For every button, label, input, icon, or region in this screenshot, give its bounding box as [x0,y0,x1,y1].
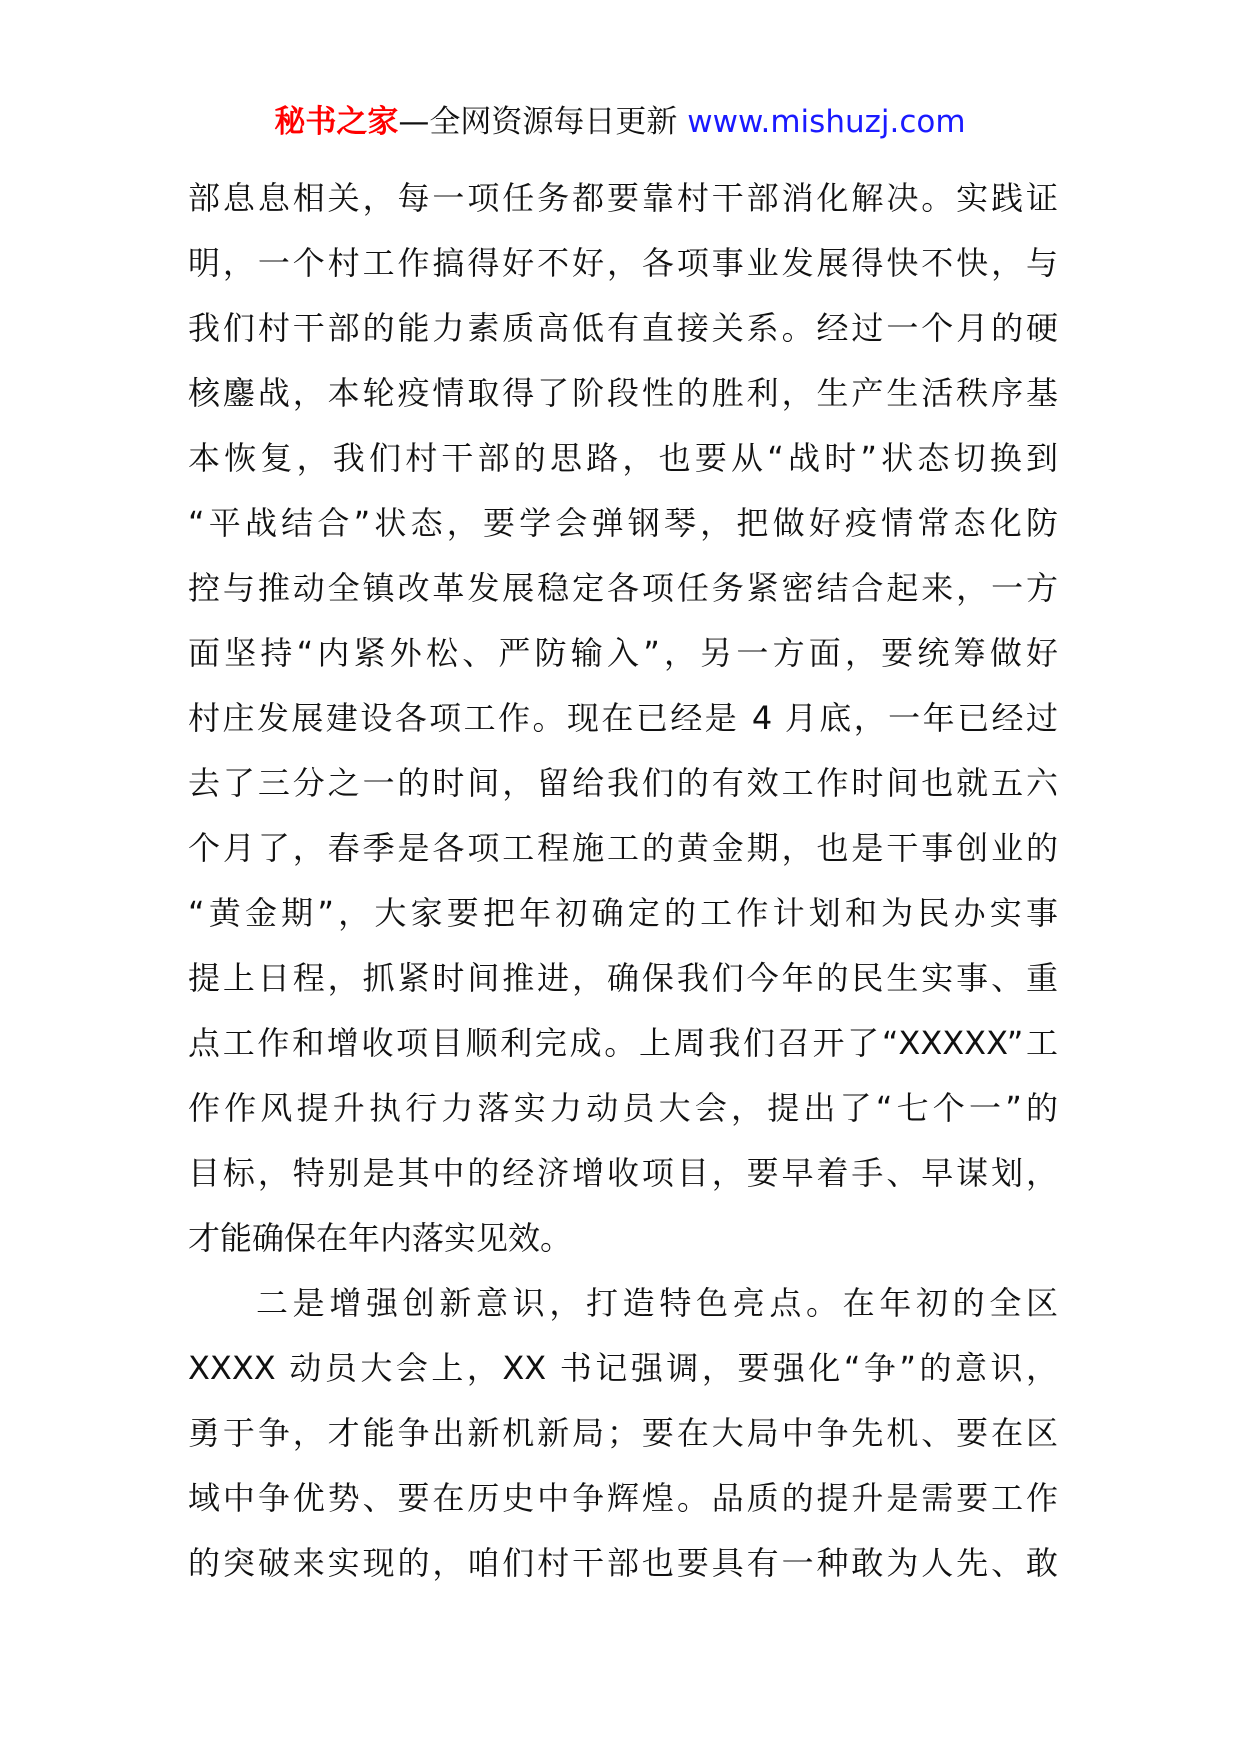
text-line: 勇于争，才能争出新机新局；要在大局中争先机、要在区 [188,1414,1058,1452]
text-line: 作作风提升执行力落实力动员大会，提出了“七个一”的 [188,1089,1058,1127]
paragraph-end-line: 才能确保在年内落实见效。 [188,1219,573,1257]
site-brand: 秘书之家 [274,104,399,140]
page-header [0,100,1240,144]
site-url[interactable]: www.mishuzj.com [687,104,966,140]
text-line: 我们村干部的能力素质高低有直接关系。经过一个月的硬 [188,309,1058,347]
text-line: 核鏖战，本轮疫情取得了阶段性的胜利，生产生活秩序基 [188,374,1058,412]
text-line: 明，一个村工作搞得好不好，各项事业发展得快不快，与 [188,244,1058,282]
site-tagline: —全网资源每日更新 [398,104,688,140]
text-line: 的突破来实现的，咱们村干部也要具有一种敢为人先、敢 [188,1544,1058,1582]
text-line: 村庄发展建设各项工作。现在已经是 4 月底，一年已经过 [188,699,1058,737]
text-line: “黄金期”，大家要把年初确定的工作计划和为民办实事 [188,894,1058,932]
text-line: 去了三分之一的时间，留给我们的有效工作时间也就五六 [188,764,1058,802]
text-line: 控与推动全镇改革发展稳定各项任务紧密结合起来，一方 [188,569,1058,607]
text-line: 域中争优势、要在历史中争辉煌。品质的提升是需要工作 [188,1479,1058,1517]
text-line: 本恢复，我们村干部的思路，也要从“战时”状态切换到 [188,439,1058,477]
text-line: 点工作和增收项目顺利完成。上周我们召开了“XXXXX”工 [188,1024,1058,1062]
text-line: “平战结合”状态，要学会弹钢琴，把做好疫情常态化防 [188,504,1058,542]
text-line: 个月了，春季是各项工程施工的黄金期，也是干事创业的 [188,829,1058,867]
text-line: XXXX 动员大会上，XX 书记强调，要强化“争”的意识， [188,1349,1058,1387]
text-line: 面坚持“内紧外松、严防输入”，另一方面，要统筹做好 [188,634,1058,672]
text-line: 目标，特别是其中的经济增收项目，要早着手、早谋划， [188,1154,1058,1192]
paragraph-start-line: 二是增强创新意识，打造特色亮点。在年初的全区 [256,1284,1058,1322]
document-body [188,166,1058,1596]
text-line: 提上日程，抓紧时间推进，确保我们今年的民生实事、重 [188,959,1058,997]
text-line: 部息息相关，每一项任务都要靠村干部消化解决。实践证 [188,179,1058,217]
